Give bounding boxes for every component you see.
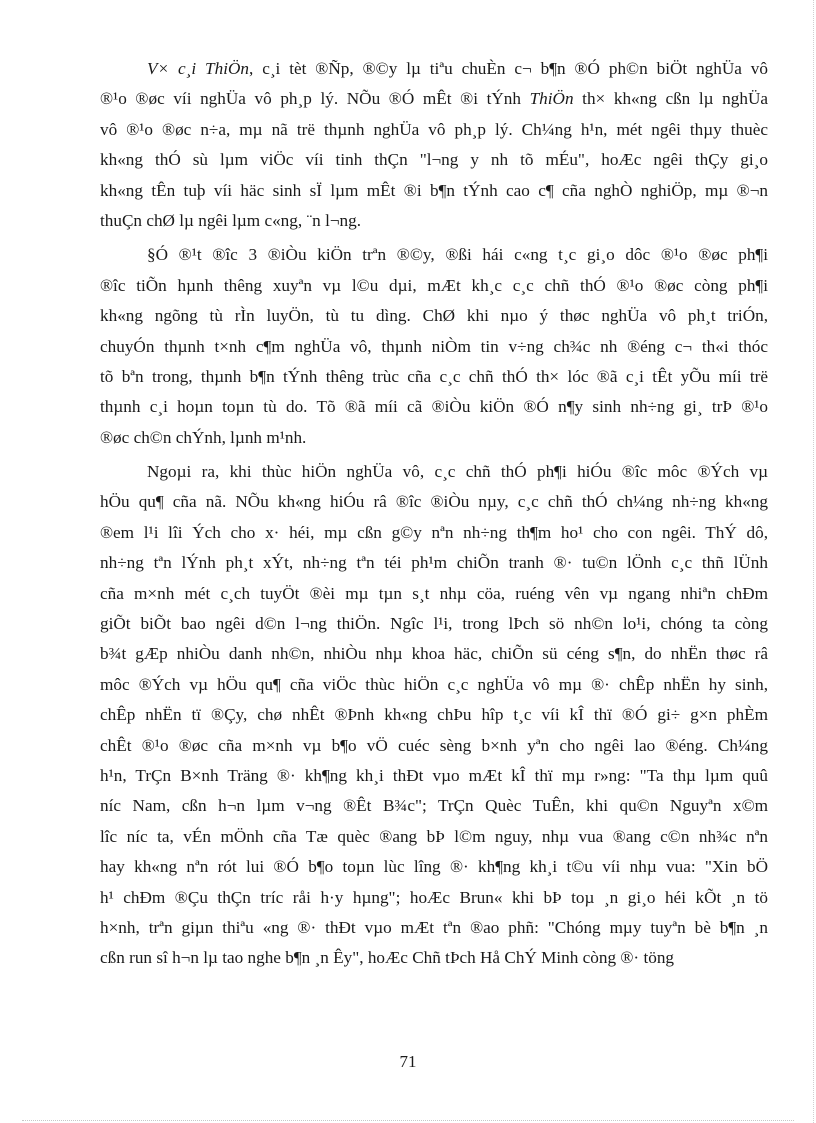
text-line: vô ®¹o ®øc n÷a, mµ nã trë thµnh nghÜa vô ph¸p lý. Ch¼ng h¹n, mét ngêi thµy thuèc [100,119,768,139]
text-line: hÖu qu¶ cña nã. NÕu kh«ng hiÓu râ ®îc ®iÒu nµy, c¸c chñ thÓ ch¼ng nh÷ng kh«ng [100,492,768,512]
text-line: giÕt biÕt bao ngêi d©n l¬ng thiÖn. Ngîc l¹i, trong lÞch sö nh©n lo¹i, chóng ta còng [100,614,768,634]
text-line: môc ®Ých vµ hÖu qu¶ cña viÖc thùc hiÖn c¸c nghÜa vô mµ ®· chÊp nhËn hy sinh, [100,674,768,694]
text-line: hay kh«ng nªn rót lui ®Ó b¶o toµn lùc lîng ®· kh¶ng kh¸i t©u víi nhµ vua: "Xin bÖ [100,857,768,877]
text-line: h×nh, trªn giµn thiªu «ng ®· thÐt vµo mÆt tªn ®ao phñ: "Chóng mµy tuyªn bè b¶n ¸n [100,917,768,937]
text-line: thuÇn chØ lµ ngêi lµm c«ng, ¨n l¬ng. [100,210,362,230]
text-line: ®¹o ®øc víi nghÜa vô ph¸p lý. NÕu ®Ó mÊt ®i tÝnh ThiÖn th× kh«ng cßn lµ nghÜa [100,89,768,109]
text-line: h¹ chÐm ®Çu thÇn tríc råi h·y hµng"; hoÆc Brun« khi bÞ toµ ¸n gi¸o héi kÕt ¸n tö [100,887,768,907]
text-line: níc Nam, cßn h¬n lµm v¬ng ®Êt B¾c"; TrÇn Quèc TuÊn, khi qu©n Nguyªn x©m [100,796,768,816]
text-line: b¾t gÆp nhiÒu danh nh©n, nhiÒu nhµ khoa häc, chiÕn sü céng s¶n, do nhËn thøc râ [100,644,768,664]
text-line: V× c¸i ThiÖn, c¸i tèt ®Ñp, ®©y lµ tiªu chuÈn c¬ b¶n ®Ó ph©n biÖt nghÜa vô [147,59,768,78]
text-line: Ngoµi ra, khi thùc hiÖn nghÜa vô, c¸c chñ thÓ ph¶i hiÓu ®îc môc ®Ých vµ [147,462,768,482]
text-line: kh«ng tÊn tuþ víi häc sinh sÏ lµm mÊt ®i b¶n tÝnh cao c¶ cña nghÒ nghiÖp, mµ ®¬n [100,180,768,200]
text-line: §Ó ®¹t ®îc 3 ®iÒu kiÖn trªn ®©y, ®ßi hái c«ng t¸c gi¸o dôc ®¹o ®øc ph¶i [147,245,768,265]
text-line: cña m×nh mét c¸ch tuyÖt ®èi mµ tµn s¸t nhµ cöa, ruéng vên vµ ngang nhiªn chÐm [100,583,768,603]
text-line: chuyÓn thµnh t×nh c¶m nghÜa vô, thµnh niÒm tin v÷ng ch¾c nh ®éng c¬ th«i thóc [100,336,768,356]
text-line: ®em l¹i lîi Ých cho x· héi, mµ cßn g©y nªn nh÷ng th¶m ho¹ cho con ngêi. ThÝ dô, [100,522,768,542]
text-line: ®øc ch©n chÝnh, lµnh m¹nh. [100,427,307,447]
paragraph [100,457,768,974]
page-bottom-border [22,1120,794,1121]
page-number: 71 [399,1052,417,1071]
text-line: tõ bªn trong, thµnh b¶n tÝnh thêng trùc cña c¸c chñ thÓ th× lóc ®ã c¸i tÊt yÕu míi trë [100,366,768,386]
text-line: thµnh c¸i hoµn toµn tù do. Tõ ®ã míi cã ®iÒu kiÖn ®Ó n¶y sinh nh÷ng gi¸ trÞ ®¹o [100,397,768,417]
text-line: chÊp nhËn tï ®Çy, chø nhÊt ®Þnh kh«ng chÞu hîp t¸c víi kÎ thï ®Ó gi÷ g×n phÈm [100,705,768,725]
body-text [100,54,768,974]
text-line: ®îc tiÕn hµnh thêng xuyªn vµ l©u dµi, mÆt kh¸c c¸c chñ thÓ ®¹o ®øc còng ph¶i [100,275,768,295]
text-line: nh÷ng tªn lÝnh ph¸t xÝt, nh÷ng tªn téi ph¹m chiÕn tranh ®· tu©n lÖnh c¸c thñ lÜnh [100,553,768,573]
text-line: kh«ng ngõng tù rÌn luyÖn, tù tu dìng. ChØ khi nµo ý thøc nghÜa vô ph¸t triÓn, [100,306,768,326]
text-line: cßn run sî h¬n lµ tao nghe b¶n ¸n Êy", hoÆc Chñ tÞch Hå ChÝ Minh còng ®· töng [100,948,675,968]
page-right-border [813,0,814,1123]
paragraph [100,54,768,236]
text-line: lîc níc ta, vÉn mÖnh cña Tæ quèc ®ang bÞ l©m nguy, nhµ vua ®ang c©n nh¾c nªn [100,826,768,846]
paragraph [100,240,768,453]
text-line: chÊt ®¹o ®øc cña m×nh vµ b¶o vÖ cuéc sèng b×nh yªn cho ngêi lao ®éng. Ch¼ng [100,735,768,755]
text-line: h¹n, TrÇn B×nh Träng ®· kh¶ng kh¸i thÐt vµo mÆt kÎ thï mµ r»ng: "Ta thµ lµm quû [100,765,768,785]
text-line: kh«ng thÓ sù lµm viÖc víi tinh thÇn "l¬ng y nh tõ mÉu", hoÆc ngêi thÇy gi¸o [100,150,768,170]
